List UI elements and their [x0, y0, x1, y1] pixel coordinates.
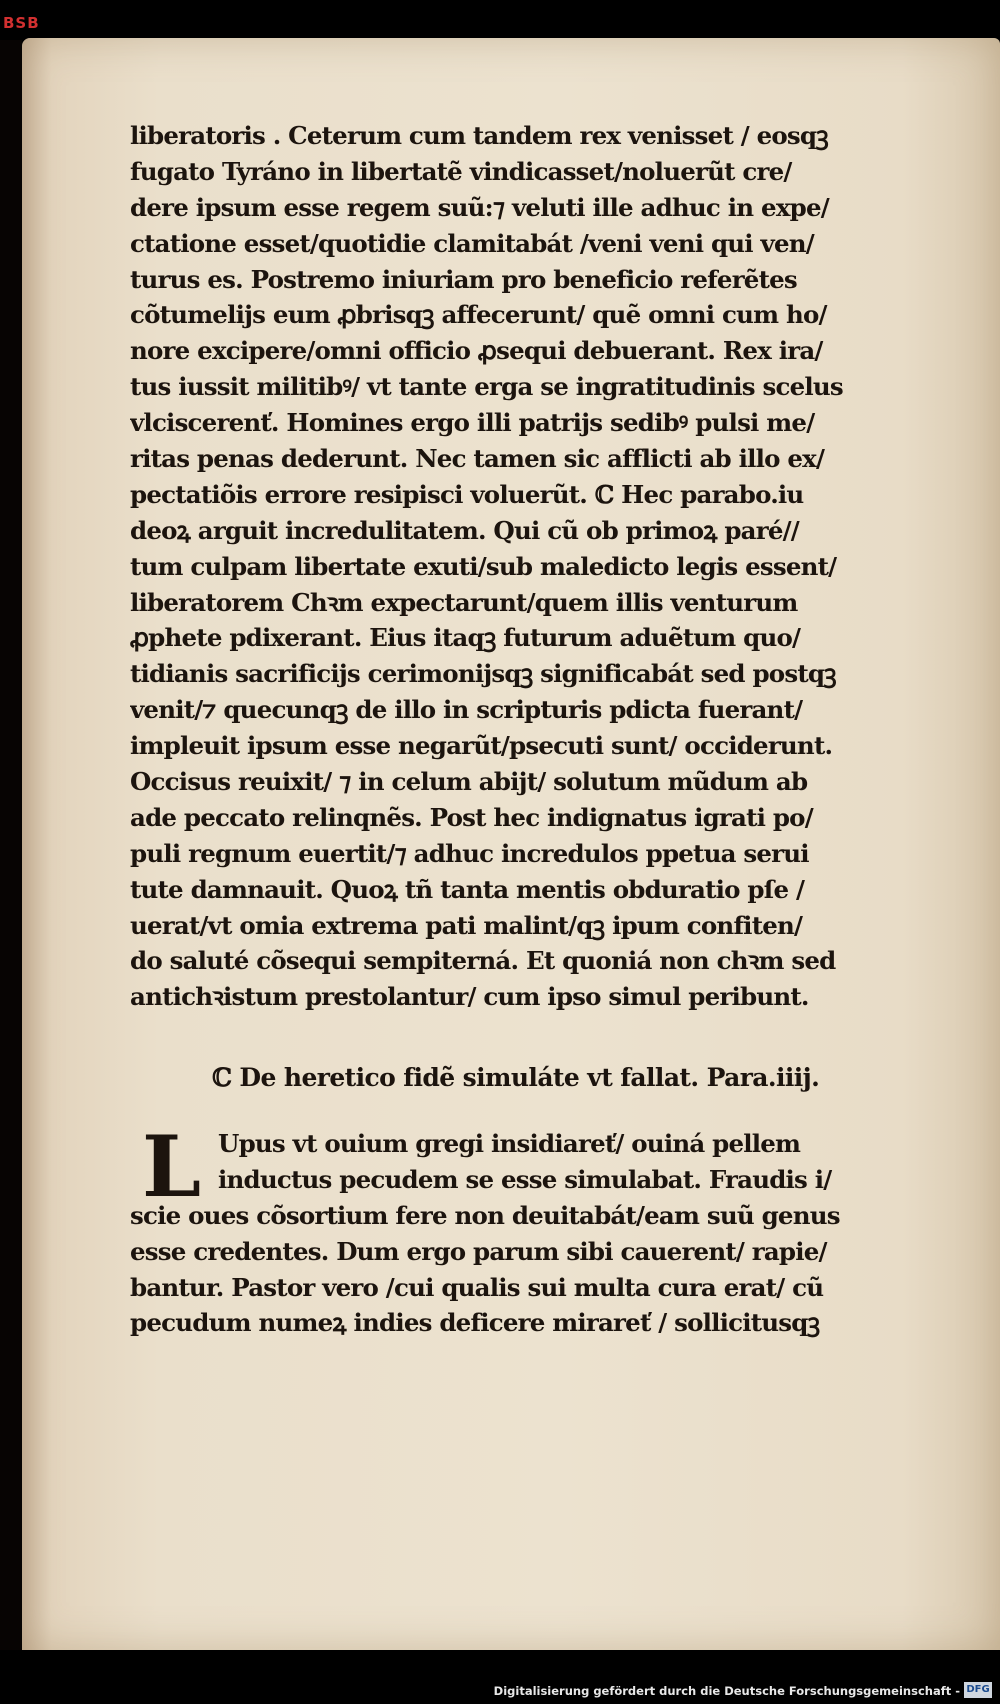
text-line: impleuit ipsum esse negarũt/psecuti sunt/ occiderunt. — [130, 731, 833, 761]
decorated-initial: L — [142, 1117, 202, 1216]
text-line: nore excipere/omni officio ꝓsequi debuerant. Rex ira/ — [130, 336, 823, 366]
digitization-credit: Digitalisierung gefördert durch die Deutsche Forschungsgemeinschaft - — [493, 1684, 960, 1698]
text-line: puli regnum euertit/⁊ adhuc incredulos ppetua serui — [130, 838, 809, 868]
text-line: pectatiõis errore resipisci voluerũt. ℂ Hec parabo.iu — [130, 479, 804, 509]
text-line: ꝓphete pdixerant. Eius itaqꝫ futurum aduẽtum quo/ — [130, 623, 801, 653]
text-line: vlciscerenť. Homines ergo illi patrijs sedibꝰ pulsi me/ — [130, 408, 815, 438]
text-line: fugato Tyráno in libertatẽ vindicasset/noluerũt cre/ — [130, 156, 792, 186]
text-line: scie oues cõsortium fere non deuitabát/eam suũ genus — [130, 1200, 840, 1230]
text-line: antichꝛistum prestolantur/ cum ipso simul peribunt. — [130, 982, 809, 1012]
text-line: esse credentes. Dum ergo parum sibi cauerent/ rapie/ — [130, 1236, 827, 1266]
text-line: do saluté cõsequi sempiterná. Et quoniá non chꝛm sed — [130, 946, 836, 976]
body-text — [130, 118, 930, 1015]
text-line: liberatorem Chꝛm expectarunt/quem illis venturum — [130, 587, 798, 617]
text-line: liberatoris . Ceterum cum tandem rex venisset / eosqꝫ — [130, 121, 828, 150]
text-line: Upus vt ouium gregi insidiareť/ ouiná pellem — [218, 1129, 801, 1158]
text-line: ritas penas dederunt. Nec tamen sic afflicti ab illo ex/ — [130, 444, 825, 474]
text-line: ctatione esset/quotidie clamitabát /veni veni qui ven/ — [130, 228, 814, 258]
dfg-logo: DFG — [964, 1682, 992, 1698]
text-line: tute damnauit. Quoꝝ tñ tanta mentis obduratio pſe / — [130, 874, 805, 904]
page-left-edge — [0, 40, 22, 1650]
text-line: dere ipsum esse regem suũ:⁊ veluti ille adhuc in expe/ — [130, 192, 829, 222]
chapter-heading: ℂ De heretico fidẽ simuláte vt fallat. Para.iiij. — [212, 1063, 820, 1092]
text-line: bantur. Pastor vero /cui qualis sui multa cura erat/ cũ — [130, 1272, 824, 1302]
top-bar — [0, 0, 1000, 40]
text-line: uerat/vt omia extrema pati malint/qꝫ ipum confiten/ — [130, 910, 803, 940]
text-line: tidianis sacrificijs cerimonijsqꝫ significabát sed postqꝫ — [130, 659, 836, 689]
text-line: tus iussit militibꝰ/ vt tante erga se ingratitudinis scelus — [130, 372, 843, 402]
text-line: deoꝝ arguit incredulitatem. Qui cũ ob primoꝝ paré// — [130, 515, 799, 545]
text-line: tum culpam libertate exuti/sub maledicto legis essent/ — [130, 551, 837, 581]
bsb-logo: BSB — [3, 14, 40, 32]
text-line: turus es. Postremo iniuriam pro beneficio referẽtes — [130, 264, 797, 294]
text-line: inductus pecudem se esse simulabat. Fraudis i/ — [218, 1164, 832, 1194]
text-line: ade peccato relinqnẽs. Post hec indignatus igrati po/ — [130, 802, 813, 832]
text-line: cõtumelijs eum ꝓbrisqꝫ affecerunt/ quẽ omni cum ho/ — [130, 300, 827, 330]
chapter-text — [130, 1117, 930, 1341]
text-line: Occisus reuixit/ ⁊ in celum abijt/ solutum mũdum ab — [130, 767, 808, 797]
text-line: venit/⁊ quecunqꝫ de illo in scripturis pdicta fuerant/ — [130, 695, 803, 725]
text-line: pecudum numeꝝ indies deficere mirareť / sollicitusqꝫ — [130, 1308, 820, 1338]
